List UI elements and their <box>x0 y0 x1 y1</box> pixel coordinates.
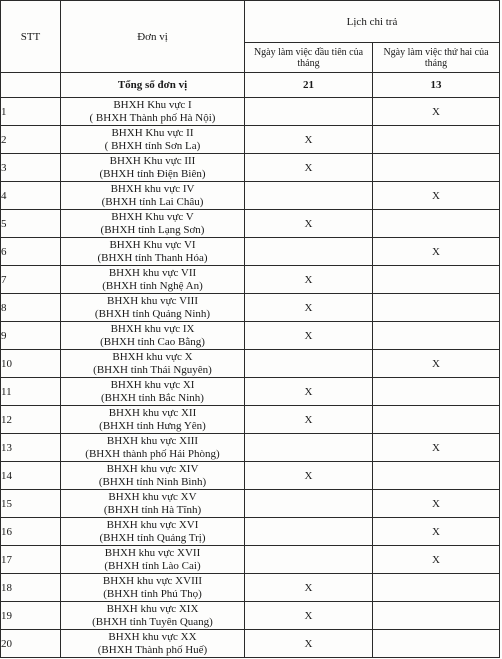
row-unit <box>61 574 245 602</box>
row-unit <box>61 378 245 406</box>
table-row <box>1 154 500 182</box>
second-day-mark <box>373 630 500 658</box>
row-stt: 13 <box>1 434 61 462</box>
table-row <box>1 630 500 658</box>
unit-province-name: (BHXH tỉnh Lai Châu) <box>101 195 204 208</box>
second-day-mark: X <box>373 434 500 462</box>
unit-province-name: (BHXH tỉnh Quảng Ninh) <box>94 307 211 320</box>
unit-province-name: (BHXH tỉnh Cao Bằng) <box>100 335 205 348</box>
unit-region-name: BHXH khu vực XII <box>108 406 197 419</box>
unit-region-name: BHXH Khu vực II <box>111 126 194 139</box>
first-day-mark: X <box>245 462 373 490</box>
table-row <box>1 406 500 434</box>
second-day-mark: X <box>373 238 500 266</box>
first-day-mark: X <box>245 322 373 350</box>
row-unit <box>61 154 245 182</box>
unit-region-name: BHXH Khu vực VI <box>109 238 196 251</box>
first-day-mark <box>245 490 373 518</box>
unit-province-name: (BHXH tỉnh Ninh Bình) <box>98 475 207 488</box>
row-stt: 2 <box>1 126 61 154</box>
second-day-mark <box>373 126 500 154</box>
second-day-mark <box>373 154 500 182</box>
unit-region-name: BHXH Khu vực I <box>113 98 192 111</box>
table-row <box>1 98 500 126</box>
unit-region-name: BHXH khu vực XIX <box>106 602 199 615</box>
row-unit <box>61 546 245 574</box>
second-day-mark: X <box>373 518 500 546</box>
row-unit <box>61 322 245 350</box>
unit-province-name: (BHXH tỉnh Lào Cai) <box>104 559 201 572</box>
table-row <box>1 182 500 210</box>
row-stt: 3 <box>1 154 61 182</box>
second-day-mark <box>373 294 500 322</box>
row-unit <box>61 490 245 518</box>
table-row <box>1 378 500 406</box>
first-day-mark: X <box>245 406 373 434</box>
first-day-mark <box>245 238 373 266</box>
row-stt: 10 <box>1 350 61 378</box>
header-stt: STT <box>1 1 61 73</box>
row-stt: 9 <box>1 322 61 350</box>
table-row <box>1 490 500 518</box>
total-second-count: 13 <box>373 73 500 98</box>
row-unit <box>61 518 245 546</box>
total-first-count: 21 <box>245 73 373 98</box>
row-stt: 18 <box>1 574 61 602</box>
unit-region-name: BHXH khu vực XX <box>108 630 197 643</box>
table-row <box>1 462 500 490</box>
table-row <box>1 266 500 294</box>
row-stt: 17 <box>1 546 61 574</box>
unit-province-name: (BHXH tỉnh Bắc Ninh) <box>101 391 204 404</box>
header-first-working-day: Ngày làm việc đầu tiên của tháng <box>245 43 373 73</box>
table-row <box>1 210 500 238</box>
row-stt: 11 <box>1 378 61 406</box>
first-day-mark <box>245 350 373 378</box>
first-day-mark <box>245 546 373 574</box>
first-day-mark: X <box>245 574 373 602</box>
unit-region-name: BHXH khu vực VIII <box>107 294 198 307</box>
table-row <box>1 350 500 378</box>
row-stt: 16 <box>1 518 61 546</box>
unit-region-name: BHXH khu vực VII <box>108 266 197 279</box>
second-day-mark <box>373 602 500 630</box>
row-stt: 6 <box>1 238 61 266</box>
row-unit <box>61 182 245 210</box>
table-row <box>1 126 500 154</box>
header-schedule: Lịch chi trả <box>245 1 500 43</box>
second-day-mark: X <box>373 546 500 574</box>
table-row <box>1 238 500 266</box>
first-day-mark: X <box>245 210 373 238</box>
table-row <box>1 602 500 630</box>
table-row <box>1 434 500 462</box>
row-unit <box>61 238 245 266</box>
total-row <box>1 73 500 98</box>
second-day-mark <box>373 266 500 294</box>
table-row <box>1 294 500 322</box>
row-unit <box>61 630 245 658</box>
header-unit: Đơn vị <box>61 1 245 73</box>
row-stt: 15 <box>1 490 61 518</box>
second-day-mark <box>373 210 500 238</box>
second-day-mark: X <box>373 490 500 518</box>
row-stt: 14 <box>1 462 61 490</box>
row-unit <box>61 350 245 378</box>
unit-province-name: (BHXH Thành phố Huế) <box>97 643 208 656</box>
second-day-mark <box>373 322 500 350</box>
unit-province-name: (BHXH tỉnh Lạng Sơn) <box>100 223 205 236</box>
first-day-mark: X <box>245 378 373 406</box>
second-day-mark: X <box>373 98 500 126</box>
row-stt: 19 <box>1 602 61 630</box>
row-unit <box>61 210 245 238</box>
unit-region-name: BHXH khu vực XVIII <box>102 574 203 587</box>
unit-region-name: BHXH khu vực XVII <box>104 546 201 559</box>
unit-province-name: (BHXH tỉnh Phú Thọ) <box>103 587 202 600</box>
unit-region-name: BHXH khu vực XIV <box>106 462 199 475</box>
first-day-mark <box>245 518 373 546</box>
unit-region-name: BHXH khu vực XV <box>108 490 197 503</box>
first-day-mark <box>245 182 373 210</box>
row-unit <box>61 602 245 630</box>
first-day-mark: X <box>245 126 373 154</box>
first-day-mark: X <box>245 294 373 322</box>
second-day-mark <box>373 462 500 490</box>
total-stt-cell <box>1 73 61 98</box>
unit-province-name: (BHXH tỉnh Nghệ An) <box>102 279 203 292</box>
table-row <box>1 546 500 574</box>
row-stt: 8 <box>1 294 61 322</box>
row-unit <box>61 266 245 294</box>
unit-province-name: (BHXH tỉnh Thanh Hóa) <box>97 251 208 264</box>
table-row <box>1 518 500 546</box>
unit-region-name: BHXH khu vực IV <box>110 182 195 195</box>
second-day-mark <box>373 574 500 602</box>
first-day-mark: X <box>245 266 373 294</box>
row-stt: 12 <box>1 406 61 434</box>
unit-province-name: (BHXH tỉnh Hà Tĩnh) <box>103 503 202 516</box>
row-stt: 1 <box>1 98 61 126</box>
unit-province-name: (BHXH thành phố Hải Phòng) <box>85 447 220 460</box>
unit-region-name: BHXH khu vực X <box>112 350 193 363</box>
total-label: Tổng số đơn vị <box>61 73 245 98</box>
row-stt: 4 <box>1 182 61 210</box>
first-day-mark: X <box>245 630 373 658</box>
unit-region-name: BHXH Khu vực III <box>109 154 196 167</box>
unit-region-name: BHXH khu vực XI <box>110 378 195 391</box>
row-stt: 7 <box>1 266 61 294</box>
row-unit <box>61 126 245 154</box>
row-stt: 5 <box>1 210 61 238</box>
unit-province-name: (BHXH tỉnh Quảng Trị) <box>99 531 206 544</box>
unit-region-name: BHXH khu vực IX <box>110 322 195 335</box>
unit-province-name: (BHXH tỉnh Tuyên Quang) <box>92 615 213 628</box>
unit-province-name: (BHXH tỉnh Điện Biên) <box>99 167 206 180</box>
unit-province-name: (BHXH tỉnh Hưng Yên) <box>99 419 206 432</box>
row-unit <box>61 434 245 462</box>
row-stt: 20 <box>1 630 61 658</box>
row-unit <box>61 294 245 322</box>
first-day-mark: X <box>245 602 373 630</box>
second-day-mark <box>373 378 500 406</box>
second-day-mark <box>373 406 500 434</box>
first-day-mark: X <box>245 154 373 182</box>
second-day-mark: X <box>373 182 500 210</box>
unit-province-name: ( BHXH Thành phố Hà Nội) <box>89 111 216 124</box>
table-row <box>1 322 500 350</box>
unit-region-name: BHXH khu vực XIII <box>106 434 199 447</box>
first-day-mark <box>245 98 373 126</box>
unit-region-name: BHXH Khu vực V <box>111 210 194 223</box>
row-unit <box>61 98 245 126</box>
second-day-mark: X <box>373 350 500 378</box>
unit-province-name: ( BHXH tỉnh Sơn La) <box>104 139 201 152</box>
row-unit <box>61 406 245 434</box>
unit-province-name: (BHXH tỉnh Thái Nguyên) <box>93 363 212 376</box>
first-day-mark <box>245 434 373 462</box>
row-unit <box>61 462 245 490</box>
header-second-working-day: Ngày làm việc thứ hai của tháng <box>373 43 500 73</box>
unit-region-name: BHXH khu vực XVI <box>106 518 199 531</box>
table-row <box>1 574 500 602</box>
